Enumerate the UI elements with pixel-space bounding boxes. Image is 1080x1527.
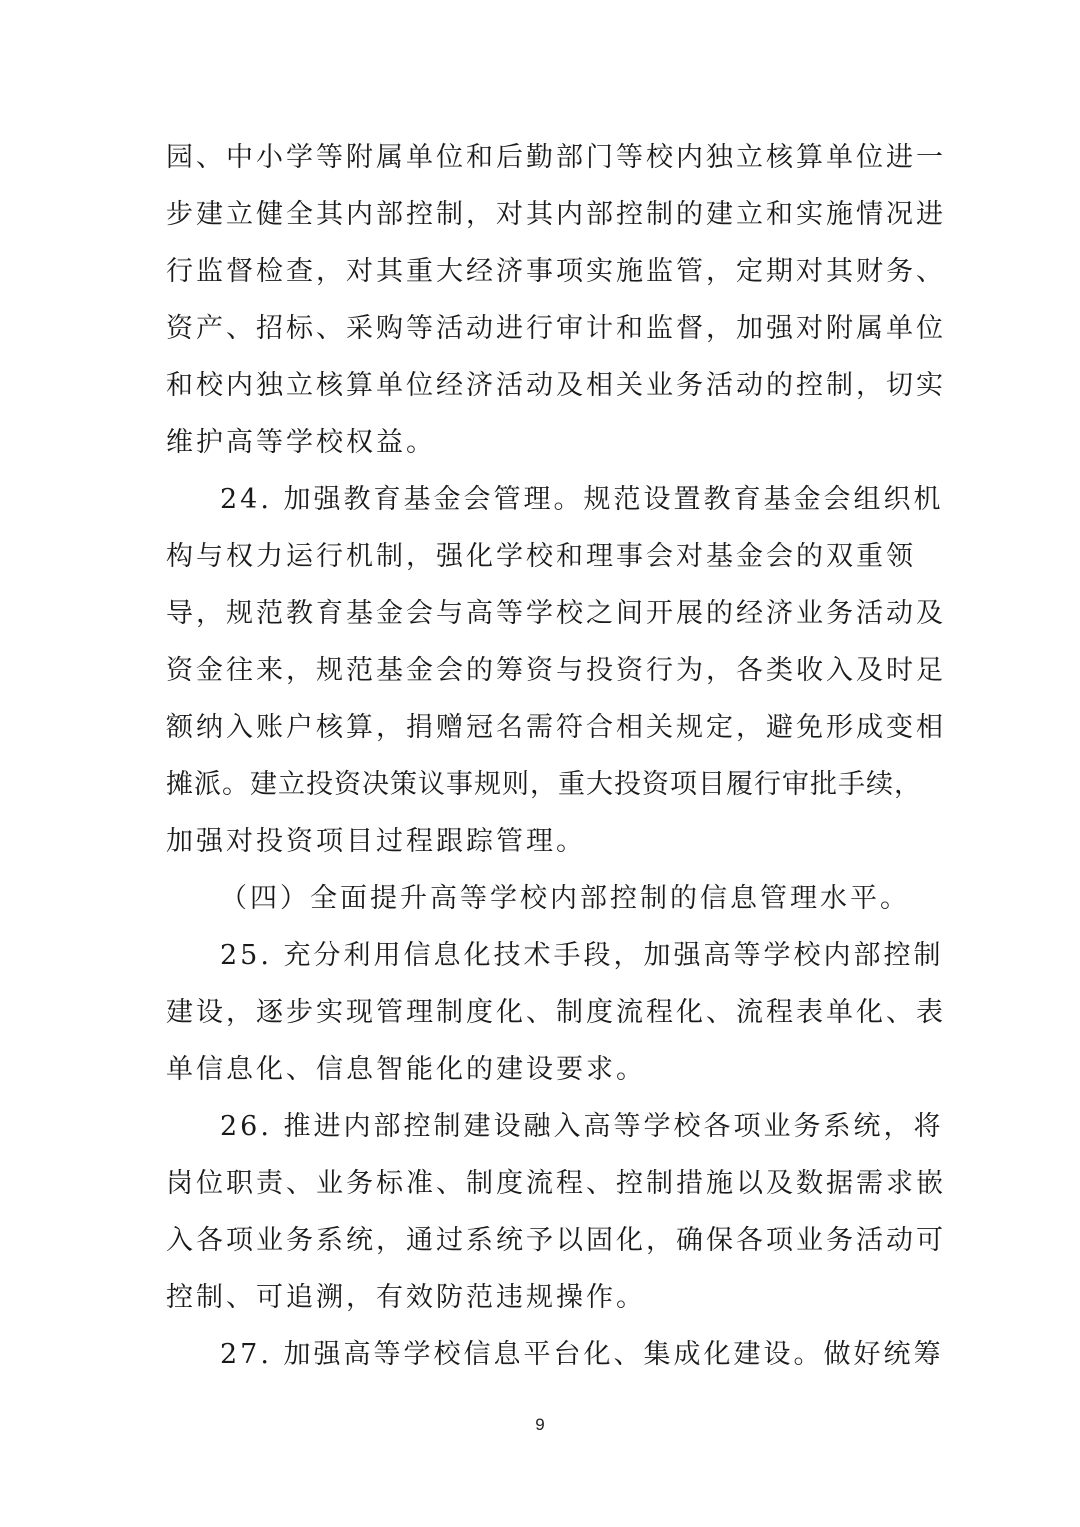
text-line: 维护高等学校权益。	[166, 427, 436, 458]
section-heading: （四）全面提升高等学校内部控制的信息管理水平。	[220, 883, 910, 914]
text-line: 控制、可追溯，有效防范违规操作。	[166, 1282, 646, 1313]
paragraph-first-line: 27. 加强高等学校信息平台化、集成化建设。做好统筹	[220, 1339, 944, 1370]
text-line: 步建立健全其内部控制，对其内部控制的建立和实施情况进	[166, 199, 946, 230]
text-line: 摊派。建立投资决策议事规则，重大投资项目履行审批手续，	[166, 769, 922, 800]
text-line: 入各项业务系统，通过系统予以固化，确保各项业务活动可	[166, 1225, 946, 1256]
text-line: 额纳入账户核算，捐赠冠名需符合相关规定，避免形成变相	[166, 712, 946, 743]
text-line: 建设，逐步实现管理制度化、制度流程化、流程表单化、表	[166, 997, 946, 1028]
text-line: 构与权力运行机制，强化学校和理事会对基金会的双重领	[166, 541, 916, 572]
text-line: 加强对投资项目过程跟踪管理。	[166, 826, 586, 857]
text-line: 岗位职责、业务标准、制度流程、控制措施以及数据需求嵌	[166, 1168, 946, 1199]
paragraph-first-line: 26. 推进内部控制建设融入高等学校各项业务系统，将	[220, 1111, 944, 1142]
text-line: 和校内独立核算单位经济活动及相关业务活动的控制，切实	[166, 370, 946, 401]
page-number: 9	[535, 1415, 545, 1434]
paragraph-first-line: 24. 加强教育基金会管理。规范设置教育基金会组织机	[220, 484, 944, 515]
text-line: 导，规范教育基金会与高等学校之间开展的经济业务活动及	[166, 598, 946, 629]
text-line: 单信息化、信息智能化的建设要求。	[166, 1054, 646, 1085]
text-line: 资产、招标、采购等活动进行审计和监督，加强对附属单位	[166, 313, 946, 344]
text-line: 园、中小学等附属单位和后勤部门等校内独立核算单位进一	[166, 142, 946, 173]
text-line: 行监督检查，对其重大经济事项实施监管，定期对其财务、	[166, 256, 946, 287]
text-line: 资金往来，规范基金会的筹资与投资行为，各类收入及时足	[166, 655, 946, 686]
paragraph-first-line: 25. 充分利用信息化技术手段，加强高等学校内部控制	[220, 940, 944, 971]
